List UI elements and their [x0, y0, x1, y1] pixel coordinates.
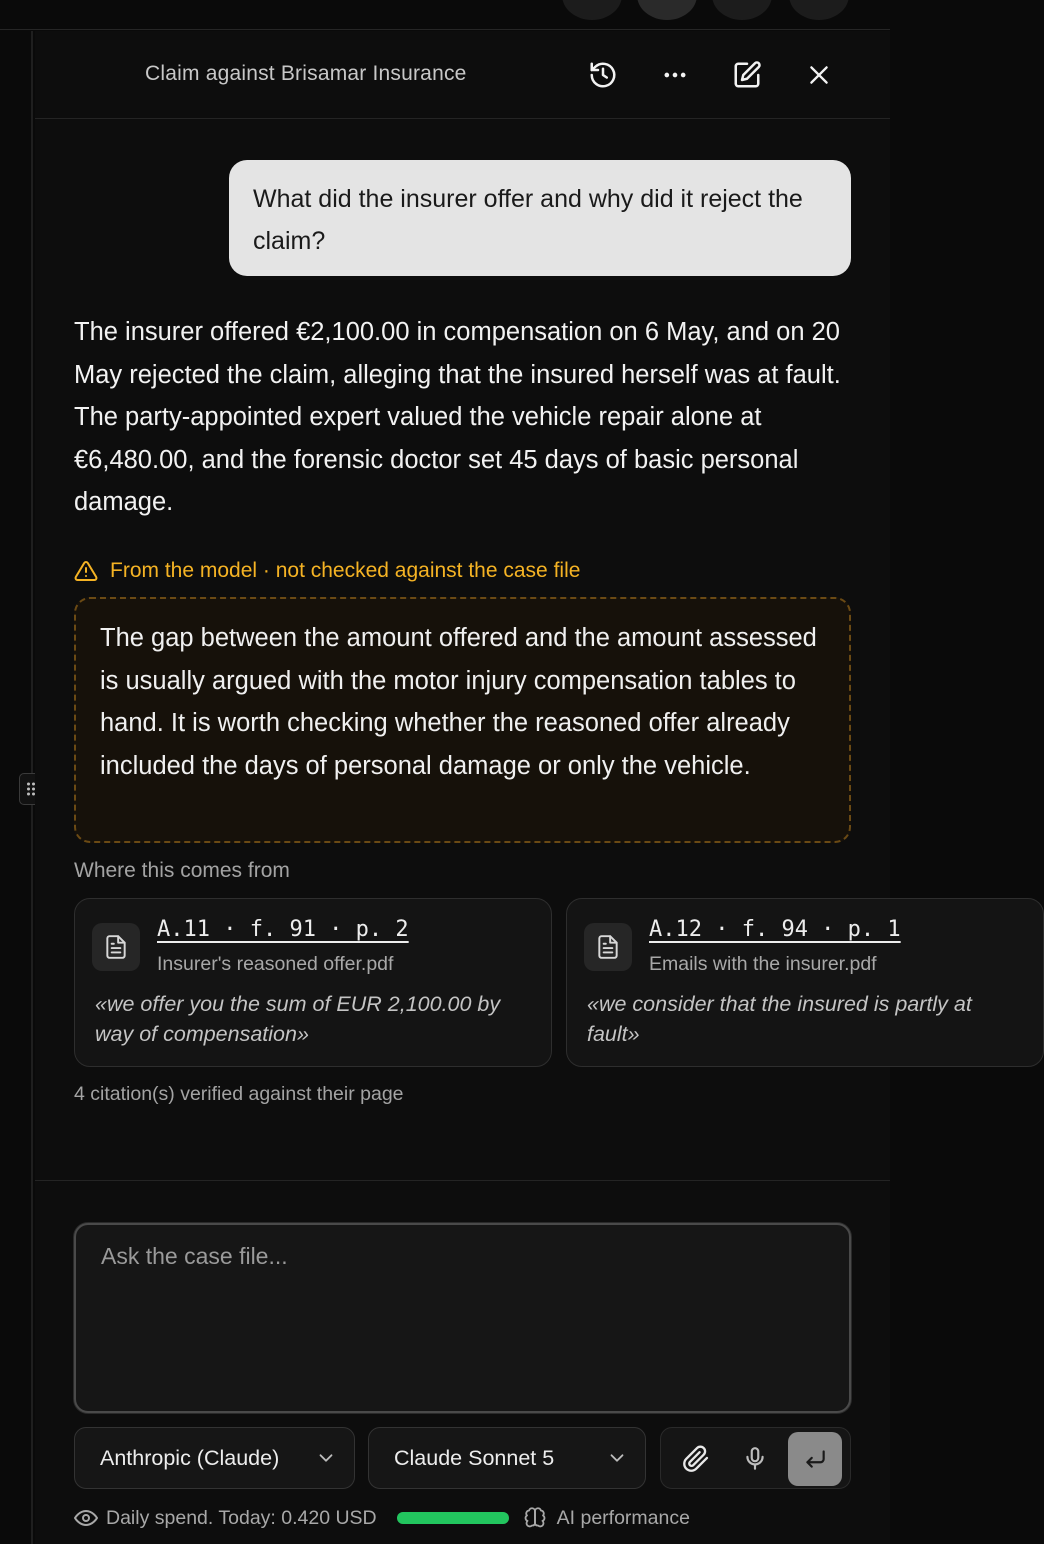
daily-spend-bar: [397, 1512, 509, 1524]
assistant-answer: The insurer offered €2,100.00 in compensation on 6 May, and on 20 May rejected the claim, alleging that the insured herself was at fault. The party-appointed expert valued the vehicle repair alone at €6,480.00, and the forensic doctor set 45 days of basic personal damage.: [74, 318, 841, 516]
eye-icon: [74, 1506, 98, 1530]
more-horizontal-icon: [661, 61, 689, 89]
citation-quote: «we consider that the insured is partly at fault»: [587, 992, 972, 1046]
paperclip-icon: [682, 1445, 710, 1473]
toolbar-button[interactable]: [562, 0, 622, 20]
citation-quote: «we offer you the sum of EUR 2,100.00 by way of compensation»: [95, 992, 501, 1046]
composer-actions: [660, 1427, 851, 1489]
citation-reference-link[interactable]: A.11 · f. 91 · p. 2: [157, 917, 409, 942]
ai-performance-link[interactable]: AI performance: [556, 1506, 690, 1529]
model-select-value: Claude Sonnet 5: [394, 1445, 555, 1470]
verified-citations-note: 4 citation(s) verified against their page: [74, 1083, 404, 1105]
edit-icon: [732, 60, 762, 90]
send-button[interactable]: [788, 1432, 842, 1486]
composer-divider: [35, 1180, 890, 1181]
unverified-warning: [74, 559, 580, 583]
attach-button[interactable]: [669, 1432, 723, 1486]
document-icon: [584, 923, 632, 971]
enter-icon: [802, 1446, 828, 1472]
history-icon: [588, 60, 618, 90]
top-toolbar-strip: [0, 0, 890, 30]
citation-file-name: Insurer's reasoned offer.pdf: [157, 953, 394, 975]
toolbar-button-active[interactable]: [637, 0, 697, 20]
status-footer: [74, 1503, 690, 1533]
more-button[interactable]: [655, 55, 695, 95]
chevron-down-icon: [605, 1446, 629, 1470]
citation-card[interactable]: [74, 898, 552, 1067]
document-icon: [92, 923, 140, 971]
citation-reference-link[interactable]: A.12 · f. 94 · p. 1: [649, 917, 901, 942]
edit-button[interactable]: [727, 55, 767, 95]
history-button[interactable]: [583, 55, 623, 95]
warning-label: From the model · not checked against the case file: [110, 559, 581, 582]
question-input[interactable]: [76, 1225, 849, 1411]
microphone-icon: [742, 1446, 768, 1472]
chevron-down-icon: [314, 1446, 338, 1470]
brain-icon: [523, 1506, 547, 1530]
toolbar-button[interactable]: [712, 0, 772, 20]
provider-select[interactable]: [74, 1427, 355, 1489]
model-select[interactable]: [368, 1427, 646, 1489]
toolbar-button[interactable]: [789, 0, 849, 20]
panel-header: [35, 31, 890, 119]
citation-card[interactable]: [566, 898, 1044, 1067]
warning-triangle-icon: [74, 559, 98, 583]
message-composer: [74, 1223, 851, 1413]
daily-spend-bar-fill: [397, 1512, 509, 1524]
voice-input-button[interactable]: [728, 1432, 782, 1486]
citation-carousel[interactable]: [74, 898, 972, 1068]
user-message: What did the insurer offer and why did it reject the claim?: [229, 160, 851, 276]
conversation-title: Claim against Brisamar Insurance: [145, 62, 467, 85]
close-icon: [806, 62, 832, 88]
close-button[interactable]: [799, 55, 839, 95]
chat-panel: [35, 31, 972, 1544]
model-note-box: The gap between the amount offered and the amount assessed is usually argued with the motor injury compensation tables to hand. It is worth checking whether the reasoned offer already included the days of personal damage or only the vehicle.: [74, 597, 851, 843]
sources-heading: Where this comes from: [74, 859, 290, 882]
citation-file-name: Emails with the insurer.pdf: [649, 953, 877, 975]
provider-select-value: Anthropic (Claude): [100, 1445, 280, 1470]
daily-spend-text: Daily spend. Today: 0.420 USD: [106, 1506, 377, 1529]
